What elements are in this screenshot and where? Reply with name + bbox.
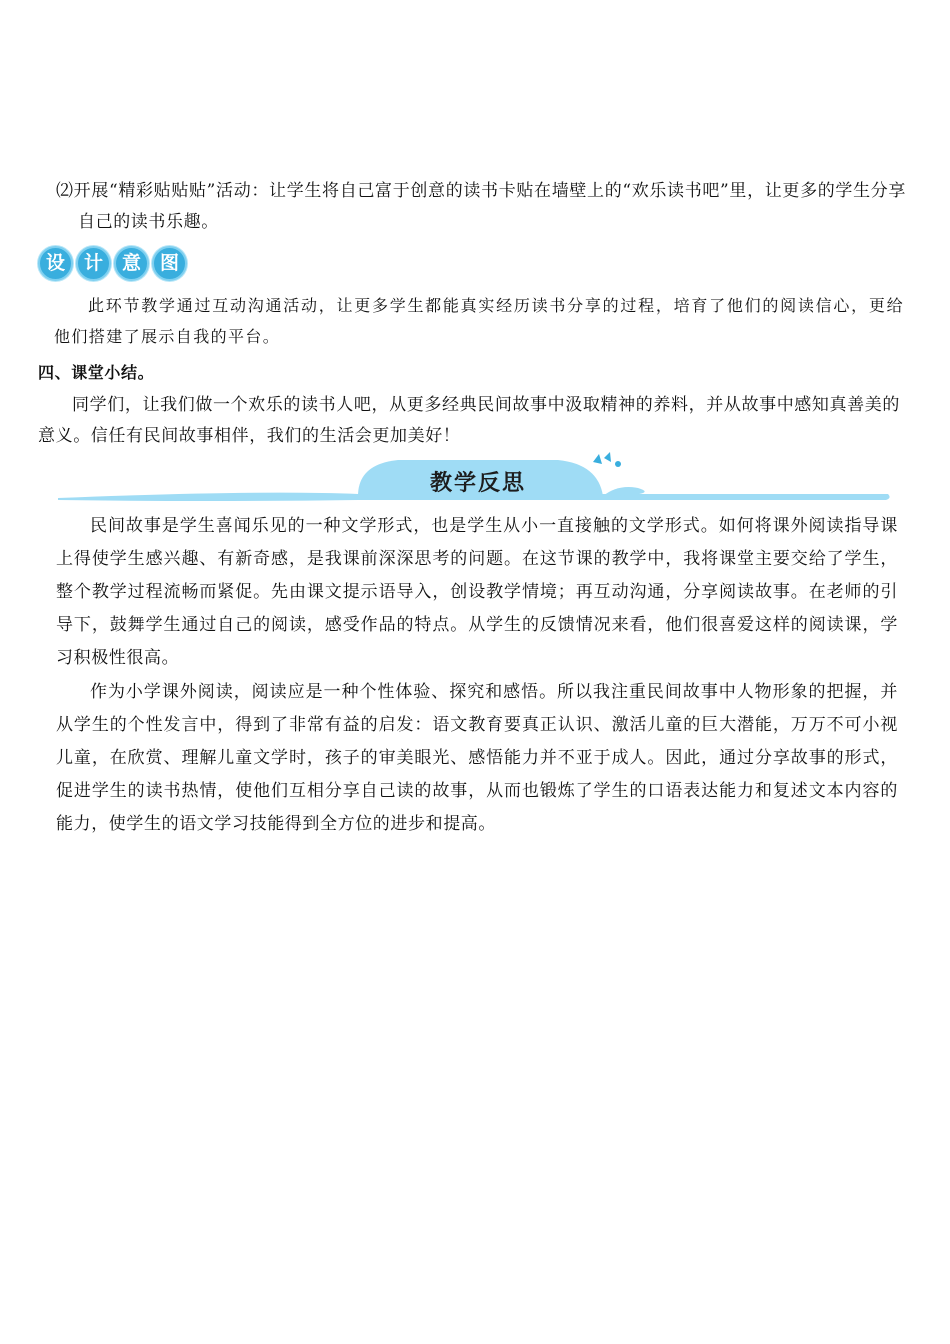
badge-char: 意 [114, 246, 149, 281]
badge-char: 图 [152, 246, 187, 281]
section-four-text: 同学们，让我们做一个欢乐的读书人吧，从更多经典民间故事中汲取精神的养料，并从故事中感知真善美的意义。信任有民间故事相伴，我们的生活会更加美好！ [38, 395, 900, 446]
reflection-banner [58, 452, 890, 506]
design-intent-text: 此环节教学通过互动沟通活动，让更多学生都能真实经历读书分享的过程，培育了他们的阅读信心，更给他们搭建了展示自我的平台。 [54, 296, 904, 346]
reflection-paragraph: 作为小学课外阅读，阅读应是一种个性体验、探究和感悟。所以我注重民间故事中人物形象的把握，并从学生的个性发言中，得到了非常有益的启发：语文教育要真正认识、激活儿童的巨大潜能，万万不可小视儿童，在欣赏、理解儿童文学时，孩子的审美眼光、感悟能力并不亚于成人。因此，通过分享故事的形式，促进学生的读书热情，使他们互相分享自己读的故事，从而也锻炼了学生的口语表达能力和复述文本内容的能力，使学生的语文学习技能得到全方位的进步和提高。 [56, 682, 898, 834]
activity-paragraph: ⑵开展“精彩贴贴贴”活动：让学生将自己富于创意的读书卡贴在墙壁上的“欢乐读书吧”里，让更多的学生分享自己的读书乐趣。 [56, 181, 906, 232]
badge-char: 计 [76, 246, 111, 281]
reflection-title: 教学反思 [429, 471, 526, 496]
design-intent-badge [38, 246, 187, 282]
badge-char: 设 [38, 246, 73, 281]
reflection-paragraph: 民间故事是学生喜闻乐见的一种文学形式，也是学生从小一直接触的文学形式。如何将课外阅读指导课上得使学生感兴趣、有新奇感，是我课前深深思考的问题。在这节课的教学中，我将课堂主要交给了学生，整个教学过程流畅而紧促。先由课文提示语导入，创设教学情境；再互动沟通，分享阅读故事。在老师的引导下，鼓舞学生通过自己的阅读，感受作品的特点。从学生的反馈情况来看，他们很喜爱这样的阅读课，学习积极性很高。 [56, 516, 898, 668]
section-four-heading: 四、课堂小结。 [38, 363, 155, 382]
